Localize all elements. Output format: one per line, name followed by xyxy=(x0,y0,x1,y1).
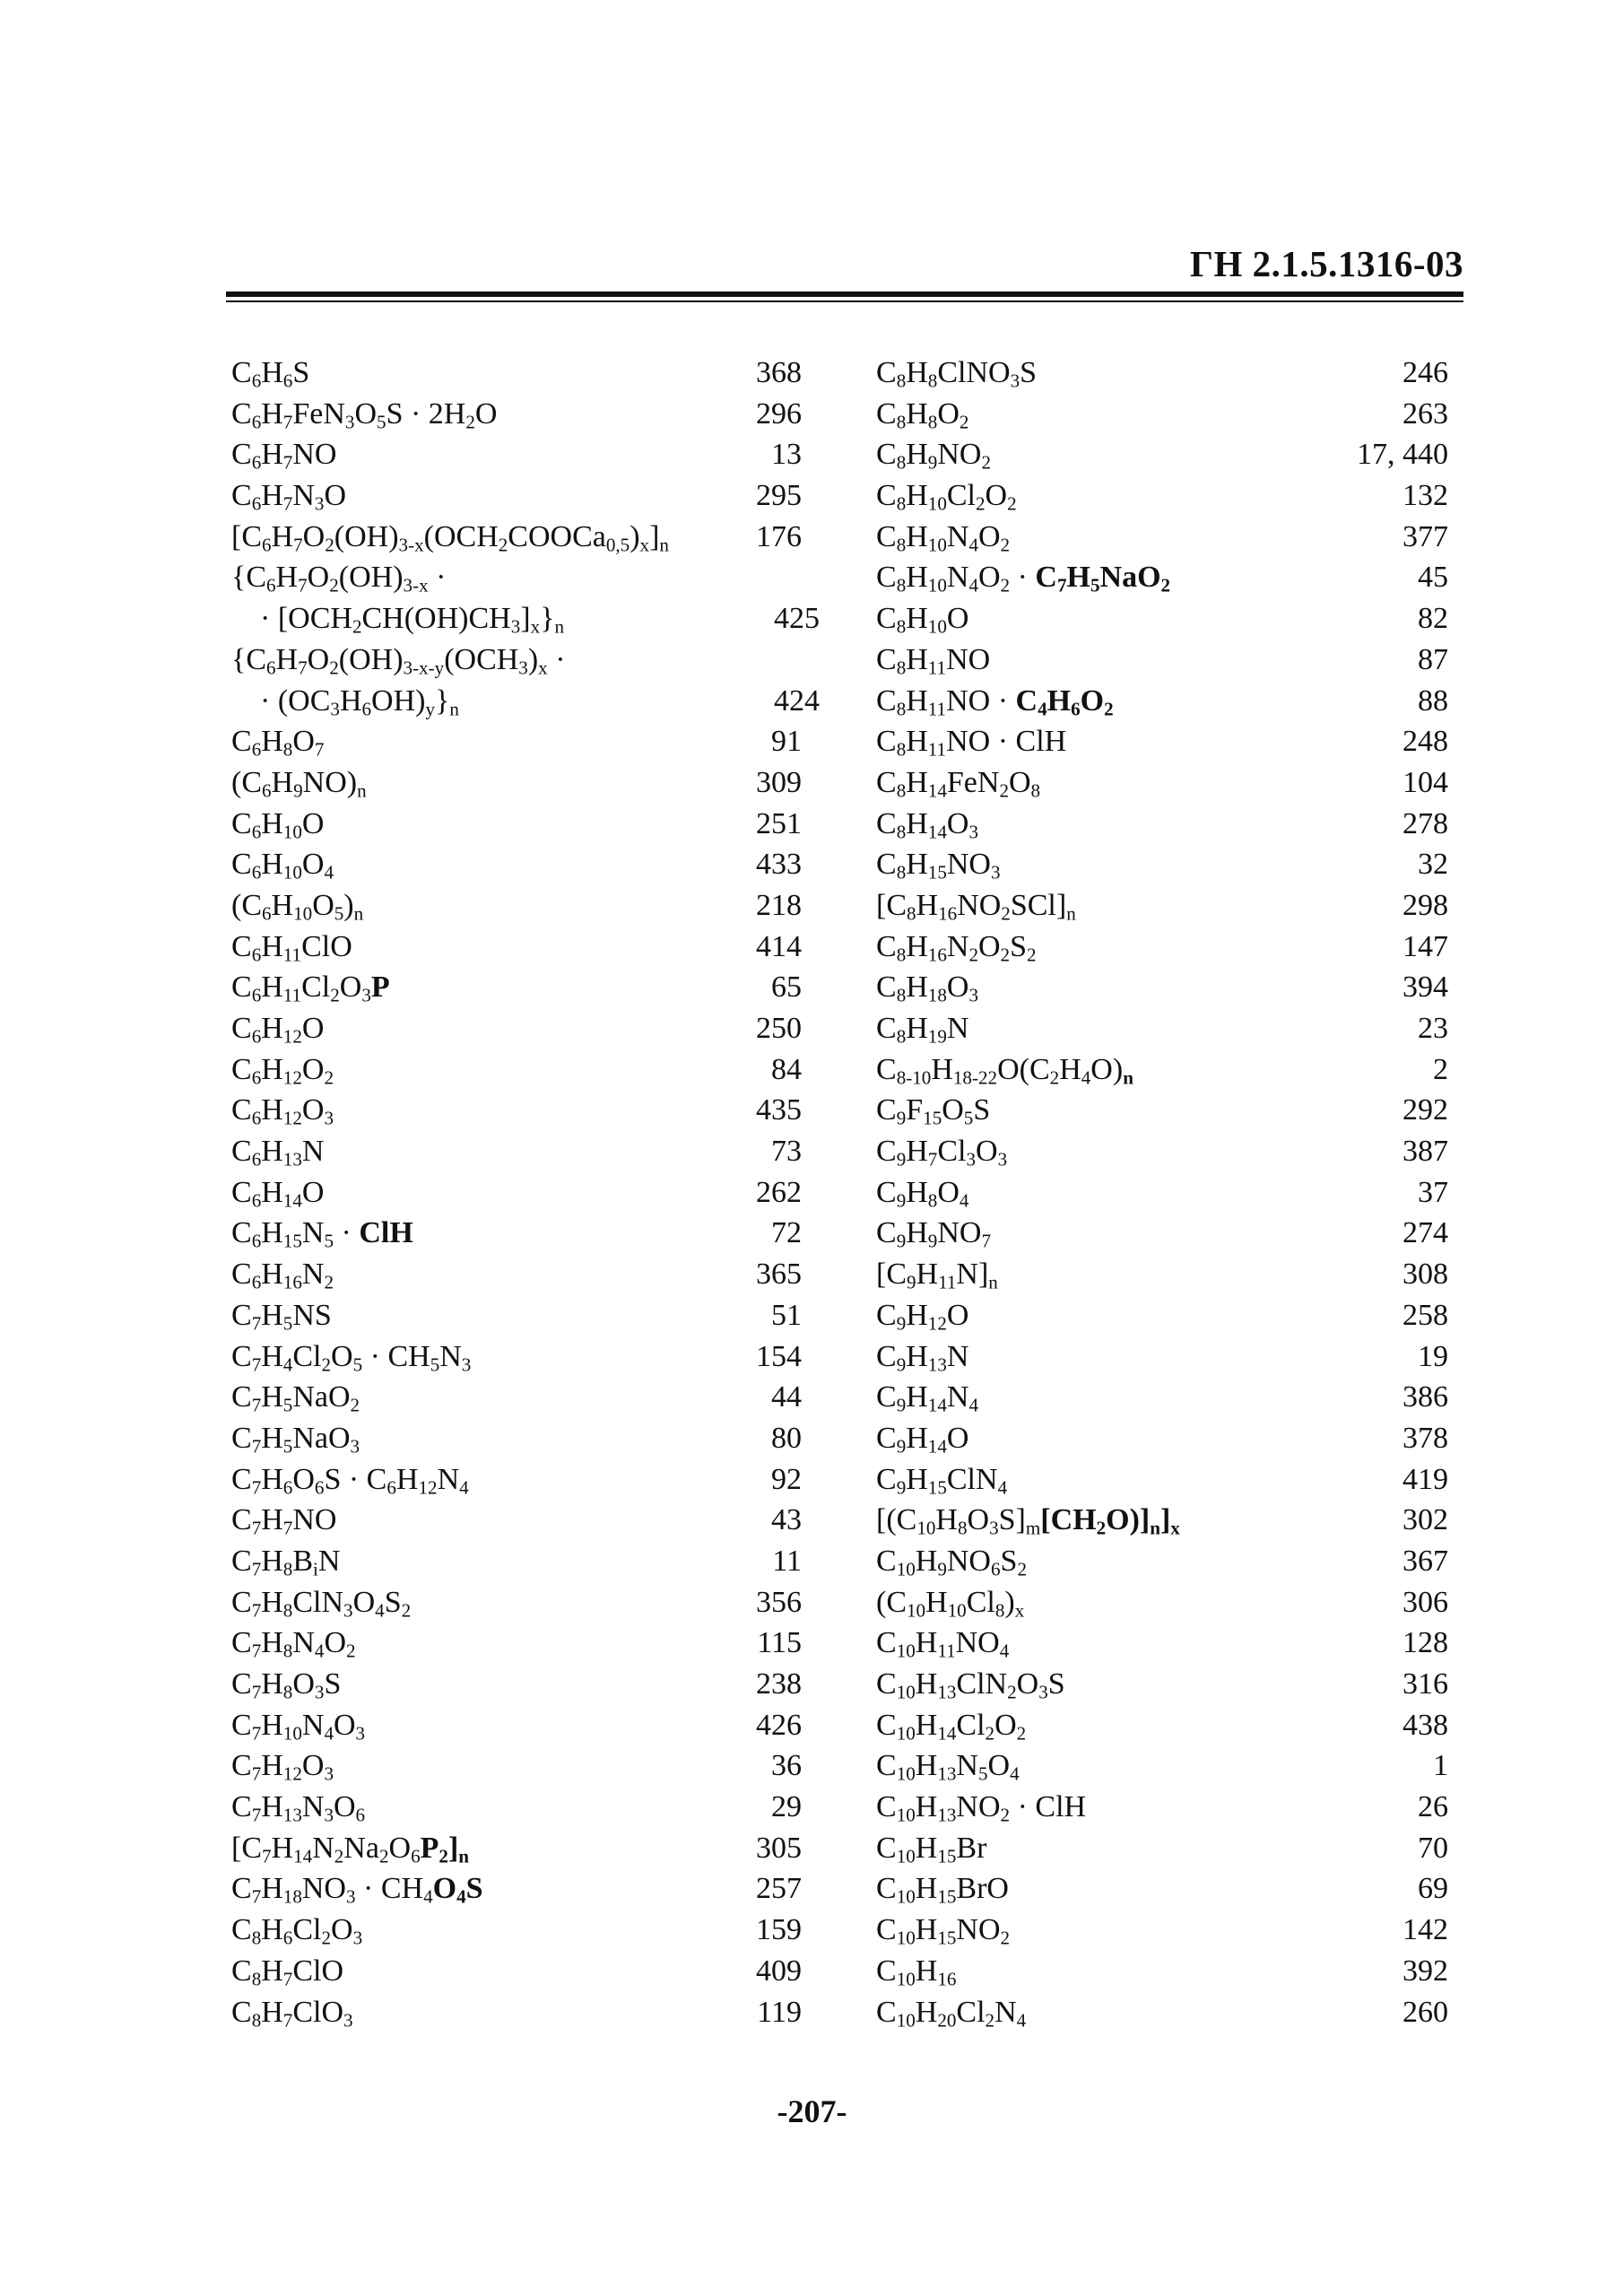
page-reference: 44 xyxy=(771,1380,802,1414)
page-reference: 29 xyxy=(771,1790,802,1824)
page-reference: 274 xyxy=(1403,1216,1448,1250)
chemical-formula: $C_7H_8B_iN$ xyxy=(231,1544,341,1580)
page-reference: 1 xyxy=(1433,1749,1448,1783)
index-entry xyxy=(231,721,802,762)
chemical-formula: $[C_7H_{14}N_2Na_2O_6P_2]_n$ xyxy=(231,1831,469,1867)
chemical-formula: $C_7H_{12}O_3$ xyxy=(231,1749,334,1785)
index-entry xyxy=(231,1459,802,1501)
page-reference: 414 xyxy=(756,929,802,963)
page-reference: 302 xyxy=(1403,1503,1448,1537)
index-entry xyxy=(876,1213,1448,1254)
page-reference: 365 xyxy=(756,1257,802,1292)
chemical-formula: $C_8H_{11}NO$ xyxy=(876,642,991,679)
index-entry xyxy=(876,762,1448,804)
page-reference: 250 xyxy=(756,1012,802,1045)
page-reference: 260 xyxy=(1403,1995,1448,2029)
page-number: -207- xyxy=(777,2093,847,2129)
index-entry xyxy=(231,1828,802,1869)
page-reference: 305 xyxy=(756,1831,802,1865)
chemical-formula: $C_7H_6O_6S \cdot C_6H_{12}N_4$ xyxy=(231,1462,469,1498)
page-reference: 92 xyxy=(771,1462,802,1496)
chemical-formula: $C_7H_{18}NO_3 \cdot CH_4O_4S$ xyxy=(231,1872,483,1908)
chemical-formula: $C_6H_{12}O_2$ xyxy=(231,1052,334,1088)
page-reference: 378 xyxy=(1403,1421,1448,1455)
page-reference: 387 xyxy=(1403,1135,1448,1169)
index-entry xyxy=(231,1623,802,1664)
chemical-formula: $C_9H_9NO_7$ xyxy=(876,1216,991,1252)
index-entry xyxy=(876,1172,1448,1214)
index-entry xyxy=(231,844,802,885)
page-reference: 119 xyxy=(757,1995,802,2029)
chemical-formula: $C_{10}H_{13}ClN_2O_3S$ xyxy=(876,1667,1065,1703)
chemical-formula: $C_8H_{11}NO \cdot C_4H_6O_2$ xyxy=(876,683,1114,719)
chemical-formula: $C_6H_7N_3O$ xyxy=(231,479,347,515)
page-reference: 37 xyxy=(1418,1175,1448,1209)
page-reference: 298 xyxy=(1403,888,1448,922)
page-reference: 11 xyxy=(772,1544,802,1578)
chemical-formula: $(C_6H_{10}O_5)_n$ xyxy=(231,888,364,925)
chemical-formula: {$C_6H_7O_2(OH)_{3-x-y}(OCH_3)_x$ · xyxy=(231,642,566,679)
index-entry xyxy=(231,1705,802,1746)
index-entry xyxy=(231,1500,802,1541)
page-reference: 438 xyxy=(1403,1708,1448,1742)
index-entry xyxy=(876,1910,1448,1951)
index-entry xyxy=(876,1745,1448,1787)
index-entry xyxy=(231,598,820,640)
chemical-formula: $C_{10}H_9NO_6S_2$ xyxy=(876,1544,1027,1580)
index-entry xyxy=(876,352,1448,394)
chemical-formula: {$C_6H_7O_2(OH)_{3-x}$ · xyxy=(231,561,447,596)
chemical-formula: $C_8H_7ClO$ xyxy=(231,1954,344,1990)
index-entry xyxy=(231,762,802,804)
index-entry xyxy=(231,434,802,475)
page-reference: 435 xyxy=(756,1093,802,1127)
chemical-formula: $C_6H_{16}N_2$ xyxy=(231,1257,334,1293)
index-entry xyxy=(876,1828,1448,1869)
chemical-formula: $C_9H_7Cl_3O_3$ xyxy=(876,1135,1008,1170)
page-reference: 17, 440 xyxy=(1357,438,1448,472)
chemical-formula: $C_9H_{14}O$ xyxy=(876,1421,969,1458)
page-reference: 278 xyxy=(1403,806,1448,840)
page-reference: 309 xyxy=(756,765,802,799)
chemical-formula: $C_6H_{10}O_4$ xyxy=(231,848,334,883)
index-entry xyxy=(876,434,1448,475)
chemical-formula: $C_6H_{15}N_5$ · ClH xyxy=(231,1216,413,1252)
index-entry xyxy=(876,475,1448,517)
index-entry xyxy=(231,1992,802,2033)
page-reference: 2 xyxy=(1433,1052,1448,1086)
index-entry xyxy=(876,1705,1448,1746)
index-entry xyxy=(876,967,1448,1008)
index-entry xyxy=(876,1254,1448,1295)
index-entry xyxy=(876,598,1448,640)
header-rule-thick xyxy=(226,292,1463,297)
page-reference: 419 xyxy=(1403,1462,1448,1496)
chemical-formula: $[(C_{10}H_8O_3S]_m[CH_2O)]_n]_x$ xyxy=(876,1503,1180,1539)
page-reference: 386 xyxy=(1403,1380,1448,1414)
chemical-formula: $C_6H_{13}N$ xyxy=(231,1135,325,1170)
page-reference: 238 xyxy=(756,1667,802,1701)
page-reference: 115 xyxy=(757,1626,802,1660)
chemical-formula: $C_{10}H_{11}NO_4$ xyxy=(876,1626,1010,1662)
chemical-formula: $C_6H_{14}O$ xyxy=(231,1175,325,1212)
chemical-formula: $C_8H_9NO_2$ xyxy=(876,438,991,474)
index-entry xyxy=(876,1664,1448,1705)
index-entry xyxy=(876,927,1448,968)
page-reference: 377 xyxy=(1403,519,1448,553)
index-entry xyxy=(231,1377,802,1418)
page-reference: 258 xyxy=(1403,1298,1448,1332)
index-entry xyxy=(231,557,802,598)
page-reference: 248 xyxy=(1403,725,1448,759)
index-entry xyxy=(876,1868,1448,1910)
page-reference: 43 xyxy=(771,1503,802,1537)
chemical-formula: $C_8H_8O_2$ xyxy=(876,396,969,432)
page-reference: 19 xyxy=(1418,1339,1448,1373)
chemical-formula: $C_8H_6Cl_2O_3$ xyxy=(231,1913,363,1949)
page-reference: 409 xyxy=(756,1954,802,1988)
index-entry xyxy=(876,1623,1448,1664)
chemical-formula: $C_{10}H_{14}Cl_2O_2$ xyxy=(876,1708,1027,1744)
index-entry xyxy=(231,1418,802,1459)
chemical-formula: $C_8H_{16}N_2O_2S_2$ xyxy=(876,929,1037,965)
page-reference: 425 xyxy=(774,602,820,636)
page-reference: 316 xyxy=(1403,1667,1448,1701)
index-entry xyxy=(231,640,802,681)
chemical-formula: $[C_9H_{11}N]_n$ xyxy=(876,1257,998,1293)
page-reference: 251 xyxy=(756,806,802,840)
page-reference: 69 xyxy=(1418,1872,1448,1906)
index-entry xyxy=(876,1500,1448,1541)
index-entry xyxy=(231,885,802,927)
chemical-formula: $C_{10}H_{13}NO_2$ · ClH xyxy=(876,1790,1087,1826)
chemical-formula: $C_6H_8O_7$ xyxy=(231,725,325,761)
page-reference: 13 xyxy=(771,438,802,472)
chemical-formula: $C_{10}H_{20}Cl_2N_4$ xyxy=(876,1995,1027,2031)
page-reference: 80 xyxy=(771,1421,802,1455)
index-entry xyxy=(876,804,1448,845)
index-entry xyxy=(231,1664,802,1705)
chemical-formula: $C_8H_{10}N_4O_2 \cdot C_7H_5NaO_2$ xyxy=(876,561,1171,596)
page-reference: 32 xyxy=(1418,848,1448,882)
index-entry xyxy=(231,1745,802,1787)
page-reference: 91 xyxy=(771,725,802,759)
index-entry xyxy=(231,1254,802,1295)
page-reference: 394 xyxy=(1403,970,1448,1005)
chemical-formula: $C_9F_{15}O_5S$ xyxy=(876,1093,991,1129)
index-entry xyxy=(231,967,802,1008)
chemical-formula: $C_8H_{14}FeN_2O_8$ xyxy=(876,765,1041,802)
chemical-formula: $C_9H_{13}N$ xyxy=(876,1339,969,1375)
page-reference: 292 xyxy=(1403,1093,1448,1127)
index-entry xyxy=(231,681,820,722)
chemical-formula: $C_8H_7ClO_3$ xyxy=(231,1995,353,2031)
page-reference: 308 xyxy=(1403,1257,1448,1292)
page-reference: 426 xyxy=(756,1708,802,1742)
page-reference: 257 xyxy=(756,1872,802,1906)
index-entry xyxy=(876,640,1448,681)
page-reference: 72 xyxy=(771,1216,802,1250)
chemical-formula: $C_{10}H_{16}$ xyxy=(876,1954,957,1990)
index-entry xyxy=(231,352,802,394)
page-reference: 26 xyxy=(1418,1790,1448,1824)
chemical-formula: $C_{10}H_{15}Br$ xyxy=(876,1831,987,1867)
chemical-formula: $C_8H_{18}O_3$ xyxy=(876,970,978,1006)
chemical-formula: $C_6H_{12}O$ xyxy=(231,1012,325,1048)
chemical-formula: $C_8H_{10}N_4O_2$ xyxy=(876,519,1011,556)
page-reference: 65 xyxy=(771,970,802,1005)
index-entry xyxy=(231,1910,802,1951)
index-entry xyxy=(876,721,1448,762)
index-entry xyxy=(231,1295,802,1336)
index-entry xyxy=(876,1582,1448,1623)
page-reference: 70 xyxy=(1418,1831,1448,1865)
page-reference: 295 xyxy=(756,479,802,513)
chemical-formula: $C_9H_{14}N_4$ xyxy=(876,1380,978,1416)
index-entry xyxy=(876,1787,1448,1828)
index-entry xyxy=(231,475,802,517)
chemical-formula: $C_7H_{13}N_3O_6$ xyxy=(231,1790,366,1826)
chemical-formula: $C_7H_5NaO_3$ xyxy=(231,1421,360,1458)
index-entry xyxy=(876,1541,1448,1582)
left-index-column xyxy=(231,352,820,2032)
index-entry xyxy=(876,1131,1448,1172)
chemical-formula: $C_6H_7FeN_3O_5S \cdot 2H_2O$ xyxy=(231,396,498,432)
document-code-header: ГН 2.1.5.1316-03 xyxy=(1189,243,1463,284)
index-entry xyxy=(231,1213,802,1254)
page-reference: 262 xyxy=(756,1175,802,1209)
index-entry xyxy=(231,1541,802,1582)
index-entry xyxy=(231,1131,802,1172)
chemical-formula: $C_{10}H_{13}N_5O_4$ xyxy=(876,1749,1020,1785)
chemical-formula: $C_7H_8O_3S$ xyxy=(231,1667,342,1703)
index-entry xyxy=(876,1008,1448,1049)
chemical-formula: $C_7H_{10}N_4O_3$ xyxy=(231,1708,366,1744)
index-entry xyxy=(876,517,1448,558)
chemical-formula: $C_8H_{10}Cl_2O_2$ xyxy=(876,479,1017,515)
chemical-formula: $C_7H_8N_4O_2$ xyxy=(231,1626,356,1662)
chemical-formula: $C_6H_{12}O_3$ xyxy=(231,1093,334,1129)
chemical-formula: $(C_{10}H_{10}Cl_8)_x$ xyxy=(876,1585,1025,1621)
chemical-formula: $C_8H_{19}N$ xyxy=(876,1012,969,1048)
index-entry xyxy=(231,394,802,435)
page-reference: 176 xyxy=(756,519,802,553)
index-entry xyxy=(876,681,1448,722)
index-entry xyxy=(876,1295,1448,1336)
chemical-formula: · $(OC_3H_6OH)_y\}_n$ xyxy=(260,683,459,719)
chemical-formula: $C_8H_{15}NO_3$ xyxy=(876,848,1001,883)
index-entry xyxy=(231,1008,802,1049)
page-reference: 433 xyxy=(756,848,802,882)
page-reference: 367 xyxy=(1403,1544,1448,1578)
page-reference: 424 xyxy=(774,683,820,718)
index-entry xyxy=(876,557,1448,598)
chemical-formula: $C_7H_7NO$ xyxy=(231,1503,337,1539)
chemical-formula: $C_9H_{15}ClN_4$ xyxy=(876,1462,1008,1498)
chemical-formula: $[C_6H_7O_2(OH)_{3-x}(OCH_2COOCa_{0,5})_x]_n$ xyxy=(231,519,669,556)
page-reference: 87 xyxy=(1418,642,1448,676)
index-entry xyxy=(876,1049,1448,1091)
index-entry xyxy=(876,1090,1448,1131)
chemical-formula: $C_{10}H_{15}BrO$ xyxy=(876,1872,1009,1908)
page-reference: 88 xyxy=(1418,683,1448,718)
index-entry xyxy=(231,804,802,845)
chemical-formula: $C_9H_{12}O$ xyxy=(876,1298,969,1335)
chemical-formula: $C_6H_{10}O$ xyxy=(231,806,325,842)
page-reference: 263 xyxy=(1403,396,1448,431)
index-entry xyxy=(876,1951,1448,1992)
page-reference: 356 xyxy=(756,1585,802,1619)
index-entry xyxy=(876,1377,1448,1418)
chemical-formula: $C_{8-10}H_{18-22}O(C_2H_4O)_n$ xyxy=(876,1052,1133,1088)
index-entry xyxy=(231,1336,802,1378)
index-entry xyxy=(231,1172,802,1214)
index-entry xyxy=(876,1418,1448,1459)
page-reference: 45 xyxy=(1418,561,1448,595)
page-reference: 392 xyxy=(1403,1954,1448,1988)
page-reference: 82 xyxy=(1418,602,1448,636)
index-entry xyxy=(231,1582,802,1623)
page-reference: 73 xyxy=(771,1135,802,1169)
chemical-formula: $C_9H_8O_4$ xyxy=(876,1175,969,1212)
header-rule-thin xyxy=(226,300,1463,302)
index-entry xyxy=(231,1951,802,1992)
page-reference: 23 xyxy=(1418,1012,1448,1045)
index-entry xyxy=(876,1459,1448,1501)
index-entry xyxy=(231,1787,802,1828)
page-reference: 51 xyxy=(771,1298,802,1332)
page-reference: 218 xyxy=(756,888,802,922)
chemical-formula: $C_6H_{11}ClO$ xyxy=(231,929,352,965)
page-reference: 128 xyxy=(1403,1626,1448,1660)
page-reference: 296 xyxy=(756,396,802,431)
chemical-formula: $C_7H_4Cl_2O_5 \cdot CH_5N_3$ xyxy=(231,1339,472,1375)
index-entry xyxy=(231,927,802,968)
index-entry xyxy=(876,394,1448,435)
page-reference: 84 xyxy=(771,1052,802,1086)
page-reference: 368 xyxy=(756,356,802,389)
page-reference: 147 xyxy=(1403,929,1448,963)
chemical-formula: $C_7H_5NS$ xyxy=(231,1298,332,1335)
page-reference: 142 xyxy=(1403,1913,1448,1947)
index-entry xyxy=(876,1992,1448,2033)
page-reference: 154 xyxy=(756,1339,802,1373)
chemical-formula: $C_8H_{10}O$ xyxy=(876,602,969,638)
chemical-formula: $C_8H_8ClNO_3S$ xyxy=(876,356,1038,392)
index-entry xyxy=(876,885,1448,927)
chemical-formula: $C_8H_{11}NO$ · ClH xyxy=(876,725,1067,761)
chemical-formula: · $[OCH_2CH(OH)CH_3]_x\}_n$ xyxy=(260,602,564,638)
chemical-formula: $C_7H_5NaO_2$ xyxy=(231,1380,360,1416)
index-entry xyxy=(876,1336,1448,1378)
index-entry xyxy=(231,1090,802,1131)
index-entry xyxy=(876,844,1448,885)
chemical-formula: $C_6H_{11}Cl_2O_3P$ xyxy=(231,970,390,1006)
chemical-formula: $C_8H_{14}O_3$ xyxy=(876,806,978,842)
chemical-formula: $C_{10}H_{15}NO_2$ xyxy=(876,1913,1011,1949)
chemical-formula: $C_6H_7NO$ xyxy=(231,438,337,474)
index-entry xyxy=(231,1868,802,1910)
index-entry xyxy=(231,517,802,558)
page-reference: 104 xyxy=(1403,765,1448,799)
page-reference: 306 xyxy=(1403,1585,1448,1619)
page-reference: 159 xyxy=(756,1913,802,1947)
chemical-formula: $C_6H_6S$ xyxy=(231,356,310,392)
chemical-formula: $(C_6H_9NO)_n$ xyxy=(231,765,367,802)
right-index-column xyxy=(876,352,1448,2032)
page-reference: 132 xyxy=(1403,479,1448,513)
page-reference: 36 xyxy=(771,1749,802,1783)
page-reference: 246 xyxy=(1403,356,1448,389)
chemical-formula: $[C_8H_{16}NO_2SCl]_n$ xyxy=(876,888,1076,925)
chemical-formula: $C_7H_8ClN_3O_4S_2$ xyxy=(231,1585,412,1621)
index-entry xyxy=(231,1049,802,1091)
